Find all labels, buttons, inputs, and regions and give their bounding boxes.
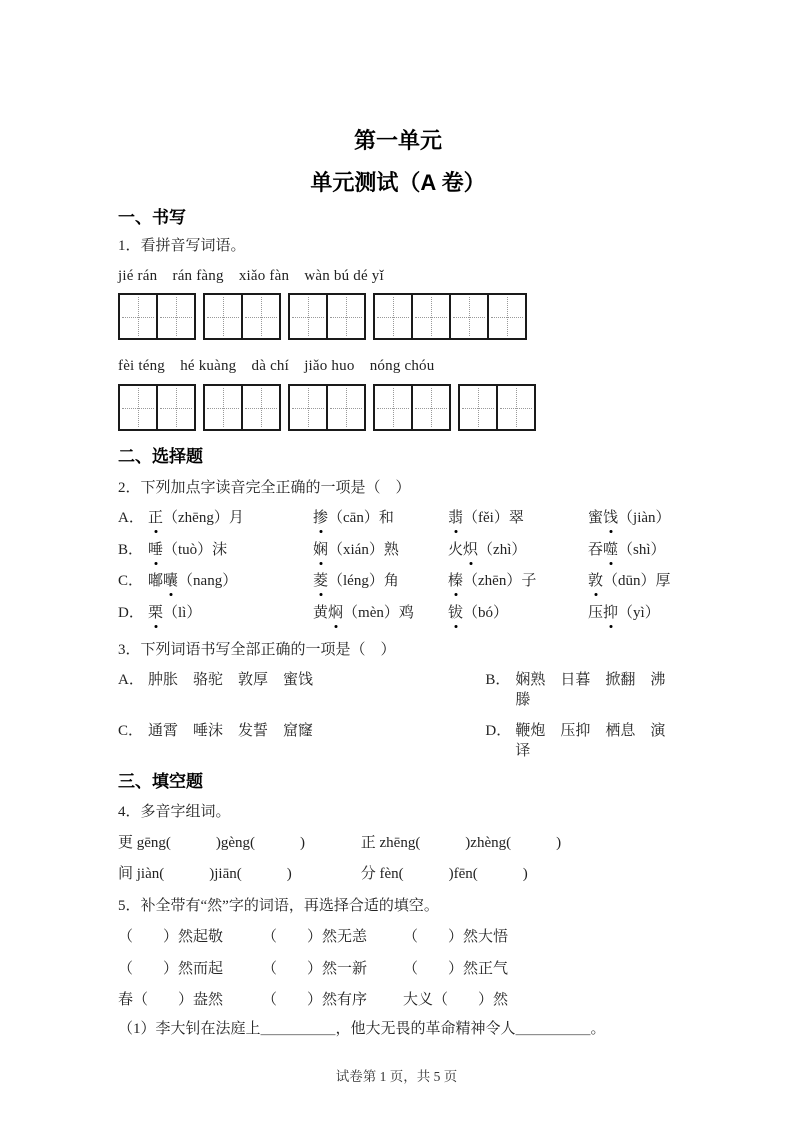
q5-stem: 5．补全带有“然”字的词语，再选择合适的填空。 xyxy=(118,898,439,914)
option-letter: B． xyxy=(485,672,511,688)
pronunciation-item: 钹（bó） xyxy=(448,602,588,624)
unit-title: 第一单元 xyxy=(353,128,442,153)
writing-grid-cell xyxy=(203,384,243,431)
writing-grid-cell xyxy=(288,293,328,340)
option-letter: D． xyxy=(118,605,144,621)
writing-grid-group xyxy=(118,293,196,340)
writing-grid-cell xyxy=(118,384,158,431)
pronunciation-item: 菱（léng）角 xyxy=(313,570,448,592)
option-letter: A． xyxy=(118,510,144,526)
pronunciation-item: 娴（xián）熟 xyxy=(313,539,448,561)
polyphone-item: 分 fèn( )fēn( ) xyxy=(360,866,528,882)
pronunciation-item: 压抑（yì） xyxy=(588,602,660,624)
q1-stem: 1．看拼音写词语。 xyxy=(118,238,246,254)
writing-grid-cell xyxy=(487,293,527,340)
q3-option-c xyxy=(118,721,485,761)
emphasized-char: 正 xyxy=(148,507,163,529)
option-words: 肿胀 骆驼 敦厚 蜜饯 xyxy=(148,672,314,688)
emphasized-char: 菱 xyxy=(313,570,328,592)
idiom-blank: （ ）然无恙 xyxy=(262,929,368,945)
emphasized-char: 抑 xyxy=(603,602,618,624)
idiom-blank: （ ）然一新 xyxy=(262,961,368,977)
q3-options-row2 xyxy=(118,721,678,761)
writing-grid-group xyxy=(373,384,451,431)
q3-option-a xyxy=(118,670,485,710)
writing-grid-cell xyxy=(326,293,366,340)
pronunciation-item: 唾（tuò）沫 xyxy=(148,539,313,561)
emphasized-char: 敦 xyxy=(588,570,603,592)
option-words: 鞭炮 压抑 栖息 演译 xyxy=(515,723,666,759)
option-words: 娴熟 日暮 掀翻 沸滕 xyxy=(515,672,666,708)
pronunciation-item: 翡（fěi）翠 xyxy=(448,507,588,529)
q2-option-d xyxy=(118,602,678,624)
writing-grid-cell xyxy=(411,293,451,340)
pronunciation-item: 火炽（zhì） xyxy=(448,539,588,561)
q1-pinyin-row2: fèi téng hé kuàng dà chí jiǎo huo nóng chóu xyxy=(118,358,435,374)
writing-grid-group xyxy=(288,384,366,431)
writing-grid-cell xyxy=(326,384,366,431)
writing-grid-group xyxy=(458,384,536,431)
writing-grid-cell xyxy=(496,384,536,431)
option-words: 通霄 唾沫 发誓 窟窿 xyxy=(148,723,314,739)
idiom-blank: （ ）然有序 xyxy=(262,992,368,1008)
q1-writing-grid-row2 xyxy=(118,384,678,431)
writing-grid-cell xyxy=(241,384,281,431)
writing-grid-group xyxy=(118,384,196,431)
pronunciation-item: 掺（cān）和 xyxy=(313,507,448,529)
emphasized-char: 钹 xyxy=(448,602,463,624)
option-letter: C． xyxy=(118,573,144,589)
writing-grid-cell xyxy=(373,384,413,431)
writing-grid-group xyxy=(203,293,281,340)
idiom-blank: （ ）然大悟 xyxy=(403,929,509,945)
option-letter: A． xyxy=(118,672,144,688)
writing-grid-cell xyxy=(156,293,196,340)
q4-stem: 4．多音字组词。 xyxy=(118,804,231,820)
emphasized-char: 唾 xyxy=(148,539,163,561)
writing-grid-cell xyxy=(156,384,196,431)
writing-grid-cell xyxy=(288,384,328,431)
option-letter: B． xyxy=(118,542,144,558)
emphasized-char: 焖 xyxy=(328,602,343,624)
idiom-blank: （ ）然正气 xyxy=(403,961,509,977)
q5-row2 xyxy=(118,959,678,979)
writing-grid-cell xyxy=(203,293,243,340)
polyphone-item: 更 gēng( )gèng( ) xyxy=(118,835,306,851)
q1-writing-grid-row1 xyxy=(118,293,678,340)
writing-grid-group xyxy=(288,293,366,340)
q1-pinyin-row1: jié rán rán fàng xiǎo fàn wàn bú dé yǐ xyxy=(118,268,384,284)
emphasized-char: 掺 xyxy=(313,507,328,529)
q2-option-c xyxy=(118,570,678,592)
q2-option-b xyxy=(118,539,678,561)
section-heading-choice: 二、选择题 xyxy=(118,447,203,466)
writing-grid-group xyxy=(203,384,281,431)
pronunciation-item: 榛（zhēn）子 xyxy=(448,570,588,592)
emphasized-char: 囔 xyxy=(163,570,178,592)
emphasized-char: 饯 xyxy=(603,507,618,529)
option-letter: D． xyxy=(485,723,512,739)
pronunciation-item: 嘟囔（nang） xyxy=(148,570,313,592)
pronunciation-item: 敦（dūn）厚 xyxy=(588,570,671,592)
q3-stem: 3．下列词语书写全部正确的一项是（ ） xyxy=(118,642,396,658)
idiom-blank: （ ）然而起 xyxy=(118,961,224,977)
q2-option-a xyxy=(118,507,678,529)
writing-grid-cell xyxy=(118,293,158,340)
q4-row2 xyxy=(118,864,678,884)
writing-grid-cell xyxy=(458,384,498,431)
q5-sub1: （1）李大钊在法庭上＿＿＿＿＿，他大无畏的革命精神令人＿＿＿＿＿。 xyxy=(118,1021,606,1037)
pronunciation-item: 正（zhēng）月 xyxy=(148,507,313,529)
writing-grid-group xyxy=(373,293,527,340)
q2-stem: 2．下列加点字读音完全正确的一项是（ ） xyxy=(118,480,411,496)
writing-grid-cell xyxy=(241,293,281,340)
q5-row3 xyxy=(118,990,678,1010)
option-letter: C． xyxy=(118,723,144,739)
pronunciation-item: 黄焖（mèn）鸡 xyxy=(313,602,448,624)
emphasized-char: 翡 xyxy=(448,507,463,529)
pronunciation-item: 吞噬（shì） xyxy=(588,539,666,561)
writing-grid-cell xyxy=(411,384,451,431)
polyphone-item: 间 jiàn( )jiān( ) xyxy=(118,866,292,882)
q3-option-b xyxy=(485,670,678,710)
q5-row1 xyxy=(118,927,678,947)
polyphone-item: 正 zhēng( )zhèng( ) xyxy=(360,835,562,851)
writing-grid-cell xyxy=(373,293,413,340)
section-heading-blank: 三、填空题 xyxy=(118,772,203,791)
page-content xyxy=(118,0,678,1039)
pronunciation-item: 蜜饯（jiàn） xyxy=(588,507,671,529)
idiom-blank: （ ）然起敬 xyxy=(118,929,224,945)
page-footer: 试卷第 1 页，共 5 页 xyxy=(335,1069,458,1084)
emphasized-char: 榛 xyxy=(448,570,463,592)
emphasized-char: 炽 xyxy=(463,539,478,561)
emphasized-char: 娴 xyxy=(313,539,328,561)
q4-row1 xyxy=(118,833,678,853)
q3-options-row1 xyxy=(118,670,678,710)
pronunciation-item: 栗（lì） xyxy=(148,602,313,624)
writing-grid-cell xyxy=(449,293,489,340)
idiom-blank: 春（ ）盎然 xyxy=(118,992,224,1008)
paper-title: 单元测试（A 卷） xyxy=(310,170,486,195)
emphasized-char: 噬 xyxy=(603,539,618,561)
emphasized-char: 栗 xyxy=(148,602,163,624)
idiom-blank: 大义（ ）然 xyxy=(403,992,509,1008)
q3-option-d xyxy=(485,721,678,761)
section-heading-writing: 一、书写 xyxy=(118,208,186,227)
